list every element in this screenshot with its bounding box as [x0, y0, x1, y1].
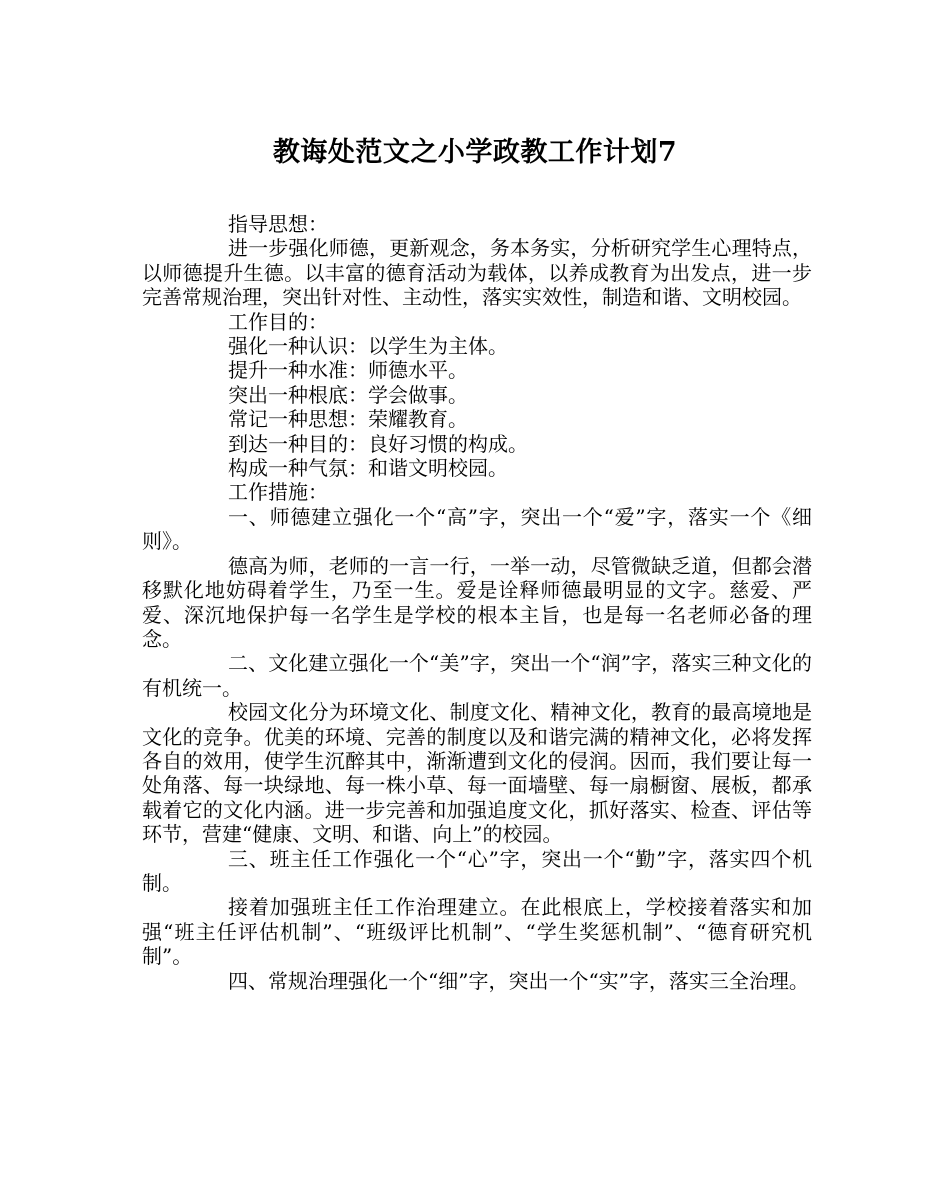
paragraph-measure-3-body: 接着加强班主任工作治理建立。在此根底上，学校接着落实和加强“班主任评估机制”、“班级评比机制”、“学生奖惩机制”、“德育研究机制”。 [142, 895, 812, 969]
paragraph-measure-1-body: 德高为师，老师的一言一行，一举一动，尽管微缺乏道，但都会潜移默化地妨碍着学生，乃至一生。爱是诠释师德最明显的文字。慈爱、严爱、深沉地保护每一名学生是学校的根本主旨，也是每一名老师必备的理念。 [142, 553, 812, 651]
document-body [142, 212, 812, 993]
paragraph-measure-1-heading: 一、师德建立强化一个“高”字，突出一个“爱”字，落实一个《细则》。 [142, 504, 812, 554]
document-title: 教诲处范文之小学政教工作计划7 [272, 137, 678, 168]
paragraph-measure-2-body: 校园文化分为环境文化、制度文化、精神文化，教育的最高境地是文化的竞争。优美的环境、完善的制度以及和谐完满的精神文化，必将发挥各自的效用，使学生沉醉其中，渐渐遭到文化的侵润。因而，我们要让每一处角落、每一块绿地、每一株小草、每一面墙壁、每一扇橱窗、展板，都承载着它的文化内涵。进一步完善和加强追度文化，抓好落实、检查、评估等环节，营建“健康、文明、和谐、向上”的校园。 [142, 700, 812, 847]
paragraph-goal-6: 构成一种气氛：和谐文明校园。 [228, 456, 508, 481]
paragraph-goal-2: 提升一种水准：师德水平。 [228, 358, 468, 383]
paragraph-work-goals-heading: 工作目的： [228, 309, 328, 334]
paragraph-goal-3: 突出一种根底：学会做事。 [228, 382, 468, 407]
paragraph-work-measures-heading: 工作措施： [228, 480, 328, 505]
paragraph-goal-4: 常记一种思想：荣耀教育。 [228, 407, 468, 432]
paragraph-guiding-ideology-heading: 指导思想： [228, 212, 328, 236]
paragraph-goal-5: 到达一种目的：良好习惯的构成。 [228, 431, 528, 456]
paragraph-guiding-ideology: 进一步强化师德，更新观念，务本务实，分析研究学生心理特点，以师德提升生德。以丰富的德育活动为载体，以养成教育为出发点，进一步完善常规治理，突出针对性、主动性，落实实效性，制造和谐、文明校园。 [142, 236, 812, 310]
paragraph-measure-3-heading: 三、班主任工作强化一个“心”字，突出一个“勤”字，落实四个机制。 [142, 846, 812, 895]
paragraph-measure-2-heading: 二、文化建立强化一个“美”字，突出一个“润”字，落实三种文化的有机统一。 [142, 651, 812, 700]
paragraph-measure-4-heading: 四、常规治理强化一个“细”字，突出一个“实”字，落实三全治理。 [228, 968, 809, 993]
paragraph-goal-1: 强化一种认识：以学生为主体。 [228, 334, 508, 359]
